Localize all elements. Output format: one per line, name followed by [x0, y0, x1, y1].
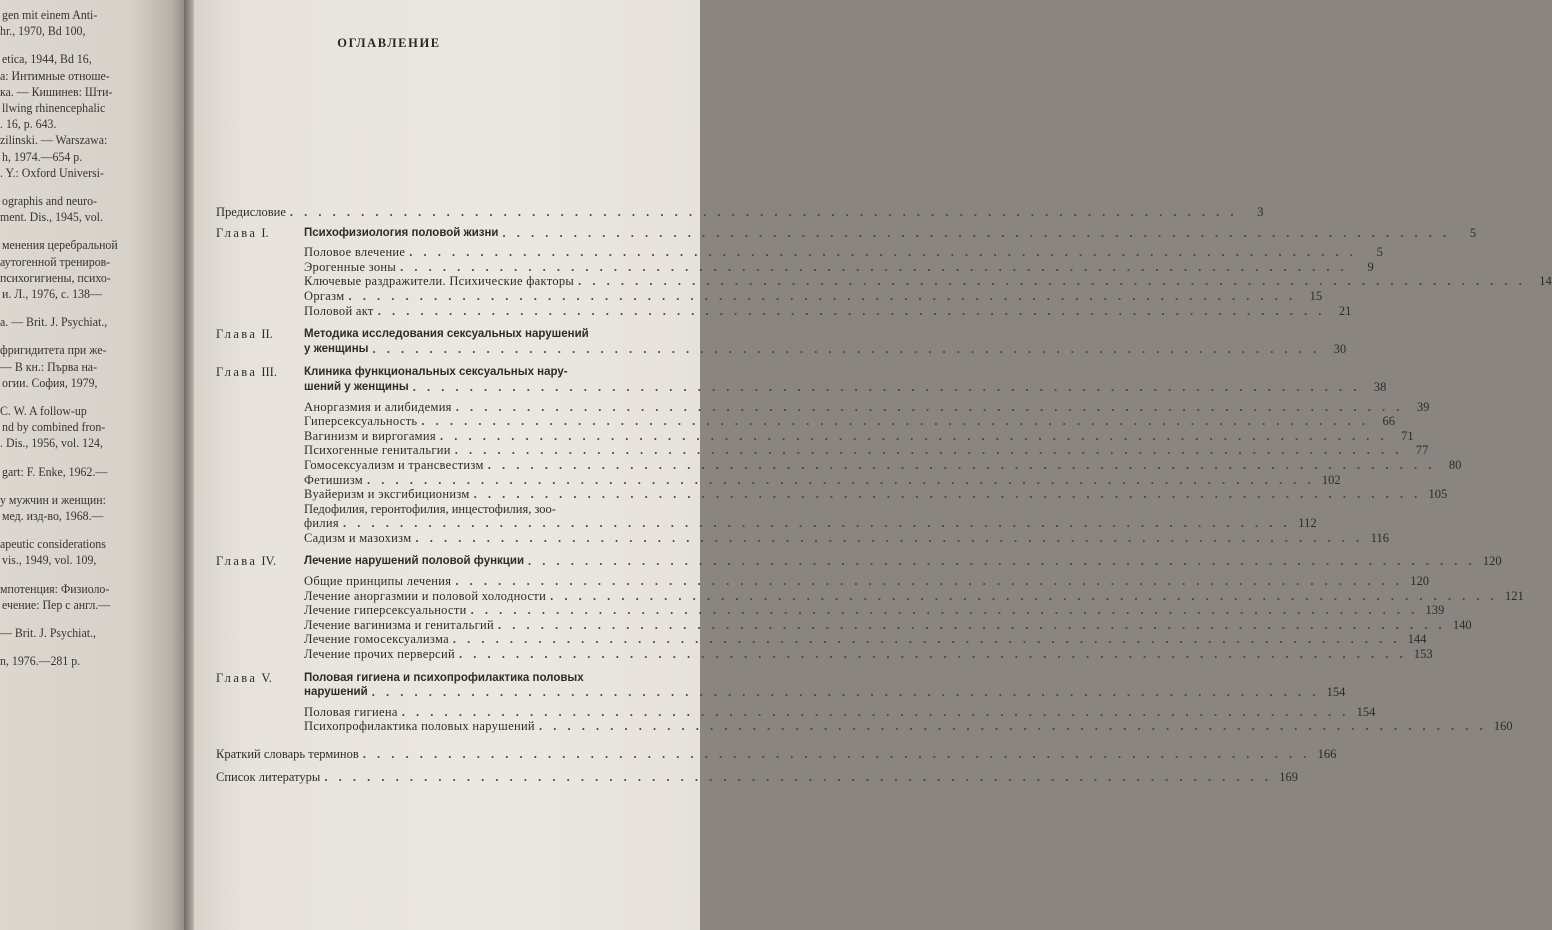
toc-page-number: 112	[1298, 516, 1317, 531]
toc-entry-label: Лечение прочих перверсий	[304, 647, 455, 662]
chapter-title-line: Половая гигиена и психопрофилактика половых	[304, 671, 584, 684]
toc-page-number: 15	[1309, 288, 1323, 303]
left-page-text-line: vis., 1949, vol. 109,	[2, 553, 97, 568]
toc-entry-label: Ключевые раздражители. Психические факторы	[304, 274, 575, 289]
toc-page-number: 153	[1413, 647, 1433, 662]
chapter-label: Глава	[216, 670, 258, 685]
dot-leader	[578, 274, 1526, 289]
left-page-text-line: у мужчин и женщин:	[0, 492, 106, 507]
appendix-list	[216, 747, 1337, 784]
dot-leader	[528, 554, 1476, 569]
toc-page-number: 120	[1410, 574, 1429, 589]
toc-page-number: 121	[1504, 588, 1524, 603]
left-page-text-line: фригидитета при же-	[0, 343, 107, 358]
chapter-number: III.	[261, 365, 277, 380]
chapter-block	[216, 225, 1552, 324]
toc-subentry	[216, 603, 1445, 618]
chapter-title-line: Лечение нарушений половой функции	[304, 555, 525, 568]
toc-subentry	[216, 487, 1448, 502]
left-page-text-line: llwing rhinencephalic	[2, 101, 106, 115]
toc-subentry	[216, 399, 1430, 415]
toc-page-number: 154	[1356, 704, 1376, 719]
toc-page-number: 169	[1279, 769, 1298, 784]
toc-page-number: 39	[1416, 399, 1430, 414]
chapter-number: IV.	[261, 554, 277, 569]
toc-entry-label-line: Педофилия, геронтофилия, инцестофилия, зоо-	[304, 501, 556, 516]
toc-page-number: 154	[1326, 685, 1346, 700]
toc-page-number: 66	[1382, 414, 1395, 429]
toc-entry-label: Аноргазмия и алибидемия	[304, 399, 452, 414]
left-page-text-line: gart: F. Enke, 1962.—	[2, 464, 108, 479]
toc-entry-appendix	[216, 769, 1298, 785]
toc-subentry	[216, 245, 1383, 260]
chapter-title-line: у женщины	[304, 342, 369, 355]
left-page-text-line: и. Л., 1976, с. 138—	[2, 287, 102, 301]
toc-subentry	[216, 588, 1524, 604]
left-page-text-line: ечение: Пер с англ.—	[2, 597, 111, 612]
dot-leader	[488, 458, 1436, 473]
toc-entry-label: Краткий словарь терминов	[216, 747, 359, 761]
dot-leader	[455, 443, 1403, 458]
left-page-text-line: . 16, p. 643.	[0, 117, 57, 132]
dot-leader	[372, 685, 1320, 700]
toc-subentry	[216, 574, 1429, 589]
dot-leader	[550, 589, 1498, 604]
toc-page-number: 140	[1452, 617, 1472, 632]
toc-entry-label: Лечение вагинизма и генитальгий	[304, 617, 494, 632]
left-page-text-line: менения церебральной	[2, 238, 118, 253]
left-page-text-line: n, 1976.—281 p.	[0, 654, 81, 669]
chapter-block	[216, 327, 1347, 361]
toc-entry-label: Фетишизм	[304, 472, 363, 487]
toc-subentry	[216, 704, 1376, 720]
toc-entry-label: Эрогенные зоны	[304, 259, 397, 274]
chapter-number: II.	[261, 327, 273, 342]
toc-entry-label: Общие принципы лечения	[304, 574, 452, 589]
toc-page-number: 116	[1370, 530, 1390, 545]
toc-page-number: 38	[1373, 379, 1387, 394]
dot-leader	[363, 747, 1311, 762]
chapter-block	[216, 365, 1462, 550]
toc-subentry	[216, 516, 1317, 531]
dot-leader	[455, 574, 1403, 589]
left-page-text-line: психогигиены, психо-	[0, 270, 111, 285]
toc-page-number: 5	[1469, 225, 1477, 240]
toc-subentry	[216, 632, 1427, 647]
toc-subentry	[216, 288, 1323, 304]
left-page-text-line: zilinski. — Warszawa:	[0, 133, 108, 148]
toc-page-number: 105	[1428, 487, 1448, 502]
chapter-list	[216, 225, 1552, 739]
dot-leader	[456, 400, 1404, 415]
toc-entry-label: Вагинизм и виргогамия	[304, 428, 436, 443]
toc-subentry	[216, 457, 1462, 473]
dot-leader	[290, 205, 1238, 220]
chapter-label: Глава	[216, 225, 258, 240]
toc-page-number: 5	[1376, 245, 1383, 260]
dot-leader	[400, 260, 1348, 275]
toc-page-number: 9	[1367, 259, 1374, 274]
toc-entry-label: Половая гигиена	[304, 704, 398, 719]
left-page-text-line: apeutic considerations	[0, 537, 106, 552]
chapter-heading	[216, 670, 1346, 700]
left-page-text-line: огии. София, 1979,	[2, 375, 98, 390]
toc-page-number: 21	[1338, 303, 1352, 318]
toc-subentry	[216, 274, 1552, 289]
left-page-text-line: ка. — Кишинев: Шти-	[0, 84, 113, 99]
toc-page-number: 144	[1407, 632, 1427, 647]
table-of-contents	[216, 205, 1552, 792]
chapter-number: V.	[261, 670, 272, 685]
chapter-title-row	[304, 554, 1502, 569]
toc-page-number: 77	[1415, 443, 1429, 458]
dot-leader	[413, 380, 1361, 395]
toc-entry-label: филия	[304, 516, 339, 531]
chapter-title-line: Психофизиология половой жизни	[304, 226, 499, 239]
chapter-heading	[216, 554, 1502, 569]
chapter-number: I.	[261, 225, 269, 240]
left-page-text-line: . Y.: Oxford Universi-	[0, 165, 104, 180]
chapter-title-row	[304, 225, 1477, 241]
dot-leader	[348, 289, 1296, 304]
toc-page-number: 120	[1482, 554, 1502, 569]
dot-leader	[474, 487, 1422, 502]
toc-entry-label: Половое влечение	[304, 245, 406, 260]
toc-entry-appendix	[216, 747, 1337, 762]
toc-entry-label: Список литературы	[216, 769, 321, 784]
left-page-text-line: . Dis., 1956, vol. 124,	[0, 436, 103, 451]
chapter-label: Глава	[216, 365, 258, 380]
left-page-text-line: ment. Dis., 1945, vol.	[0, 210, 103, 225]
chapter-title-line: шений у женщины	[304, 380, 409, 393]
chapter-heading	[216, 365, 1387, 394]
toc-page-number: 14	[1539, 274, 1552, 289]
dot-leader	[409, 245, 1357, 260]
dot-leader	[459, 647, 1407, 662]
toc-entry-label: Половой акт	[304, 303, 374, 318]
left-page-text-line: C. W. A follow-up	[0, 404, 87, 418]
dot-leader	[343, 516, 1291, 531]
dot-leader	[498, 618, 1446, 633]
toc-page-number: 3	[1257, 205, 1264, 219]
toc-subentry	[216, 647, 1433, 662]
chapter-title-row	[304, 379, 1387, 395]
toc-subentry	[216, 428, 1414, 444]
toc-subentry	[216, 719, 1513, 734]
toc-subentry	[216, 472, 1341, 488]
toc-entry-label: Оргазм	[304, 288, 345, 303]
chapter-title-line: нарушений	[304, 686, 368, 699]
toc-entry-label: Предисловие	[216, 205, 286, 219]
toc-subentry	[216, 303, 1352, 319]
toc-title: ОГЛАВЛЕНИЕ	[337, 36, 441, 50]
toc-subentry	[216, 617, 1472, 633]
toc-entry-label: Психопрофилактика половых нарушений	[304, 719, 535, 734]
left-page-text-line: a. — Brit. J. Psychiat.,	[0, 315, 108, 330]
chapter-block	[216, 670, 1513, 739]
toc-subentry	[216, 259, 1374, 275]
toc-subentry	[216, 414, 1395, 429]
toc-page-number: 80	[1448, 457, 1462, 472]
toc-page-number: 160	[1493, 719, 1513, 734]
toc-entry-label: Гомосексуализм и трансвестизм	[304, 457, 484, 472]
dot-leader	[539, 719, 1487, 734]
toc-entry-label: Лечение гомосексуализма	[304, 632, 449, 647]
left-page-text-line: hr., 1970, Bd 100,	[0, 24, 86, 39]
chapter-title-row	[304, 341, 1347, 357]
toc-page-number: 166	[1317, 747, 1337, 761]
dot-leader	[415, 531, 1363, 546]
left-page-text-line: мпотенция: Физиоло-	[0, 581, 110, 596]
left-page-text-line: мед. изд-во, 1968.—	[2, 509, 104, 523]
left-page-text-line: — Brit. J. Psychiat.,	[0, 626, 96, 640]
chapter-block	[216, 554, 1524, 666]
chapter-title-line: Методика исследования сексуальных нарушений	[304, 328, 589, 341]
dot-leader	[421, 414, 1369, 429]
left-page-text-line: h, 1974.—654 p.	[2, 149, 83, 164]
chapter-label: Глава	[216, 554, 258, 569]
chapter-title-row	[304, 685, 1345, 700]
chapter-heading	[216, 225, 1477, 241]
toc-entry-label: Вуайеризм и эксгибиционизм	[304, 487, 470, 502]
toc-page-number: 71	[1401, 428, 1414, 443]
chapter-title-line: Клиника функциональных сексуальных нару-	[304, 366, 568, 379]
dot-leader	[503, 226, 1451, 241]
toc-subentry	[216, 530, 1390, 546]
toc-entry-preface	[216, 205, 1264, 220]
dot-leader	[402, 705, 1350, 720]
left-page-text-line: а: Интимные отноше-	[0, 68, 110, 83]
toc-entry-label: Гиперсексуальность	[304, 414, 418, 429]
right-page	[194, 0, 1552, 930]
chapter-heading	[216, 327, 1347, 356]
dot-leader	[471, 603, 1419, 618]
dot-leader	[367, 473, 1315, 488]
dot-leader	[440, 429, 1388, 444]
dot-leader	[378, 304, 1326, 319]
left-page-text-line: etica, 1944, Bd 16,	[2, 52, 92, 67]
left-page-text-line: — В кн.: Първа на-	[0, 359, 98, 374]
left-page-text-line: аутогенной трениров-	[0, 254, 111, 269]
dot-leader	[372, 342, 1320, 357]
toc-entry-label: Лечение аноргазмии и половой холодности	[304, 588, 547, 603]
dot-leader	[453, 632, 1401, 647]
toc-entry-label: Садизм и мазохизм	[304, 530, 412, 545]
left-page-text-line: gen mit einem Anti-	[2, 8, 98, 22]
toc-page-number: 139	[1425, 603, 1445, 618]
left-page	[0, 0, 186, 930]
toc-entry-label: Лечение гиперсексуальности	[304, 603, 467, 618]
chapter-label: Глава	[216, 327, 258, 342]
toc-page-number: 30	[1333, 341, 1347, 356]
toc-subentry	[216, 443, 1429, 458]
dot-leader	[324, 770, 1272, 785]
toc-page-number: 102	[1321, 472, 1341, 487]
left-page-text-line: nd by combined fron-	[2, 420, 106, 435]
toc-entry-label: Психогенные генитальгии	[304, 443, 451, 458]
left-page-text-line: ographis and neuro-	[2, 194, 97, 208]
